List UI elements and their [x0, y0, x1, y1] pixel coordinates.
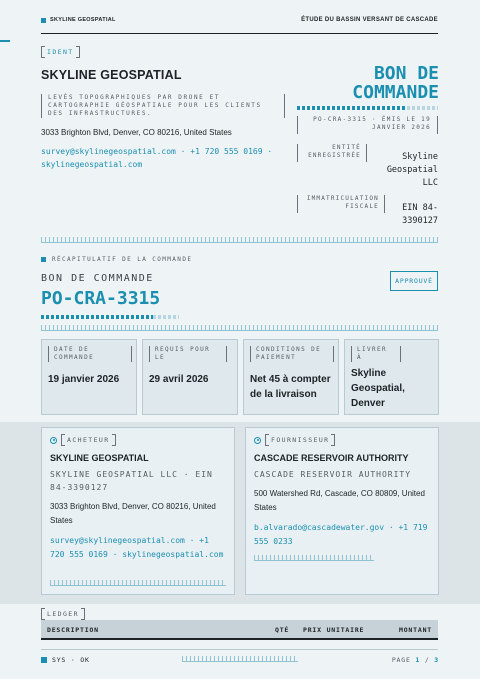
reg-label: IMMATRICULATION FISCALE: [306, 195, 379, 210]
footer-ruler: [182, 656, 298, 662]
company-address: 3033 Brighton Blvd, Denver, CO 80216, United States: [41, 128, 232, 137]
card-required-date-label: REQUIS POUR LE: [155, 346, 211, 361]
target-icon: [254, 437, 261, 444]
page-current: 1: [415, 656, 421, 664]
entity-label-box: [297, 144, 367, 162]
page-label: PAGE: [391, 656, 411, 664]
section-ruler-2: [41, 325, 438, 331]
card-order-date-value: 19 janvier 2026: [48, 374, 120, 385]
reg-label-box: [297, 195, 385, 213]
summary-icon: [41, 257, 46, 262]
doc-title-1: BON DE: [373, 63, 439, 84]
card-order-date: [41, 339, 137, 415]
col-description: DESCRIPTION: [47, 626, 99, 634]
buyer-ruler: [50, 580, 226, 586]
page-indicator: [392, 656, 439, 664]
ledger-header: [41, 620, 438, 640]
status-badge: APPROUVÉ: [390, 271, 438, 291]
supplier-contact: b.alvarado@cascadewater.gov · +1 719 555 0233: [254, 523, 428, 546]
summary-doc-type: BON DE COMMANDE: [41, 273, 154, 284]
supplier-card: [245, 427, 439, 595]
card-ship-to-label: LIVRER À: [357, 346, 388, 361]
supplier-tag: FOURNISSEUR: [265, 436, 335, 444]
page-sep: /: [424, 656, 430, 664]
card-required-date: [142, 339, 238, 415]
supplier-legal: CASCADE RESERVOIR AUTHORITY: [254, 470, 412, 479]
card-payment-terms-label: CONDITIONS DE PAIEMENT: [256, 346, 322, 361]
entity-label: ENTITÉ ENREGISTRÉE: [308, 144, 361, 159]
card-ship-to-value: Skyline Geospatial, Denver: [351, 368, 405, 409]
card-ship-to: [344, 339, 439, 415]
ident-tag-wrap: [41, 48, 80, 56]
entity-value: Skyline Geospatial LLC: [386, 152, 438, 188]
title-dots-pale: [407, 106, 438, 110]
card-order-date-label: DATE DE COMMANDE: [54, 346, 95, 361]
ledger-tag-wrap: [41, 610, 85, 618]
company-name: SKYLINE GEOSPATIAL: [41, 68, 182, 82]
header-rule: [41, 33, 438, 34]
buyer-tag-row: [50, 436, 226, 444]
tagline: LEVÉS TOPOGRAPHIQUES PAR DRONE ET CARTOGRAPHIE GÉOSPATIALE POUR LES CLIENTS DES INFRASTRUCTURES.: [48, 94, 262, 117]
margin-tick: [0, 40, 10, 42]
ledger-tag: LEDGER: [41, 610, 85, 618]
doc-ref: PO-CRA-3315 · ÉMIS LE 19 JANVIER 2026: [313, 116, 431, 131]
card-payment-terms-value: Net 45 à compter de la livraison: [250, 374, 331, 400]
header-project: ÉTUDE DU BASSIN VERSANT DE CASCADE: [301, 17, 438, 23]
header-brand: SKYLINE GEOSPATIAL: [50, 17, 116, 23]
summary-section-label: RÉCAPITULATIF DE LA COMMANDE: [52, 256, 193, 263]
footer-rule: [41, 649, 438, 650]
buyer-legal: SKYLINE GEOSPATIAL LLC · EIN 84-3390127: [50, 470, 213, 492]
ident-tag: IDENT: [41, 48, 80, 56]
number-dots-pale: [153, 315, 179, 319]
supplier-ruler: [254, 555, 374, 561]
col-qty: QTÉ: [275, 626, 290, 634]
supplier-address: 500 Watershed Rd, Cascade, CO 80809, United States: [254, 489, 425, 512]
doc-title-2: COMMANDE: [352, 82, 439, 103]
target-icon: [50, 437, 57, 444]
buyer-tag: ACHETEUR: [61, 436, 116, 444]
page-total: 3: [434, 656, 439, 664]
buyer-name: SKYLINE GEOSPATIAL: [50, 453, 149, 463]
supplier-name: CASCADE RESERVOIR AUTHORITY: [254, 453, 409, 463]
section-ruler-1: [41, 237, 438, 243]
card-required-date-value: 29 avril 2026: [149, 374, 209, 385]
card-payment-terms: [243, 339, 339, 415]
buyer-contact: survey@skylinegeospatial.com · +1 720 555 0169 · skylinegeospatial.com: [50, 536, 224, 559]
company-contact: survey@skylinegeospatial.com · +1 720 555 0169 · skylinegeospatial.com: [41, 147, 273, 169]
col-unit-price: PRIX UNITAIRE: [303, 626, 365, 634]
tagline-box: [41, 94, 285, 118]
doc-ref-box: [297, 116, 438, 134]
reg-value: EIN 84-3390127: [402, 203, 438, 226]
buyer-card: [41, 427, 235, 595]
summary-number: PO-CRA-3315: [41, 288, 161, 309]
status-icon: [41, 657, 47, 663]
number-dots: [41, 315, 153, 319]
col-amount: MONTANT: [399, 626, 432, 634]
buyer-address: 3033 Brighton Blvd, Denver, CO 80216, United States: [50, 502, 216, 525]
supplier-tag-row: [254, 436, 430, 444]
footer-status: SYS · OK: [52, 656, 90, 664]
title-dots: [297, 106, 407, 110]
header-brand-icon: [41, 18, 46, 23]
